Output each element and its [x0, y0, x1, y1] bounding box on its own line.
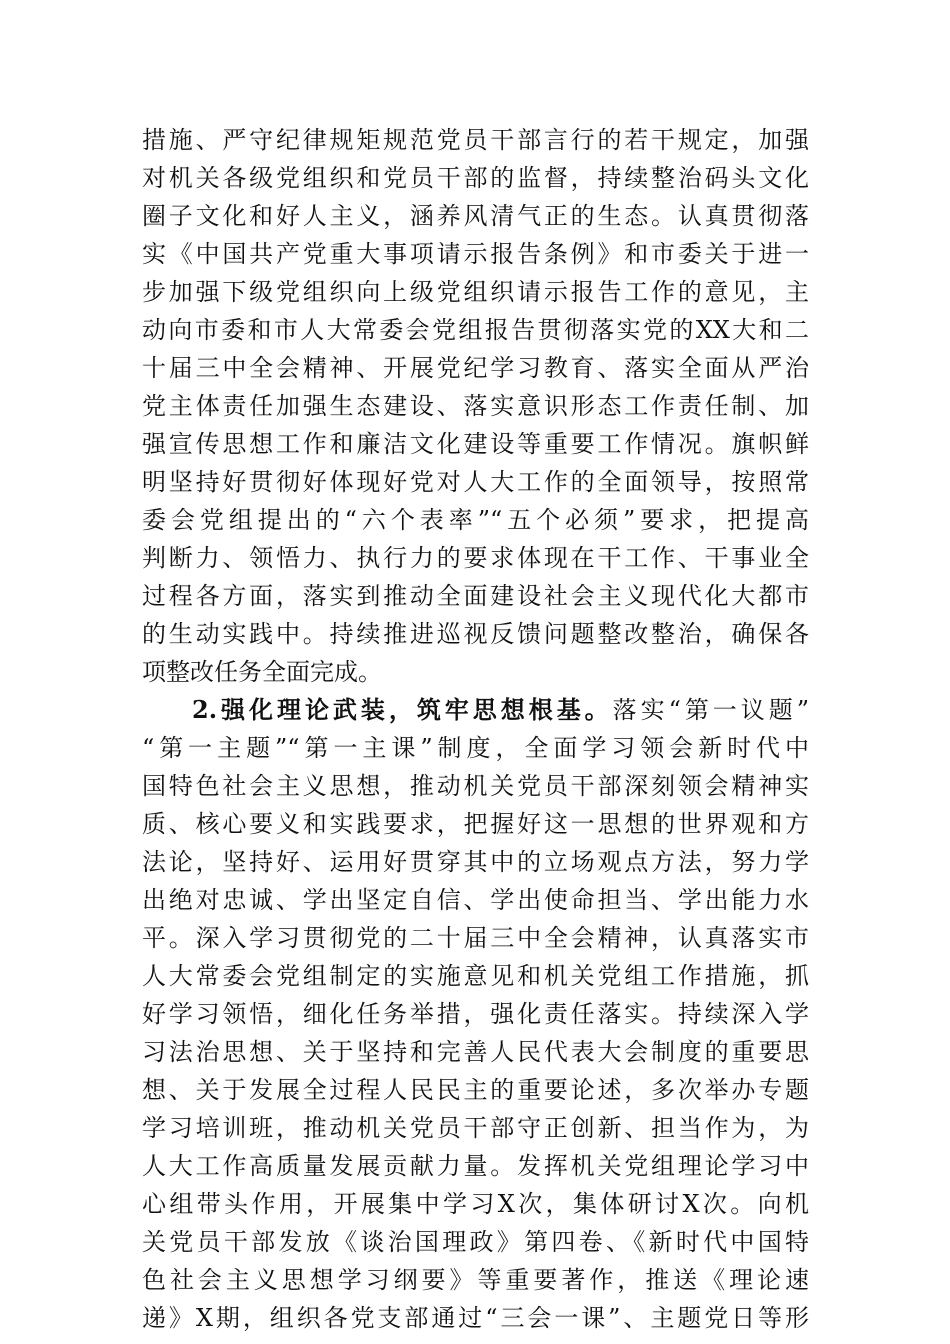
paragraph-line: 的生动实践中。持续推进巡视反馈问题整改整治，确保各 — [142, 620, 809, 648]
paragraph-line: 判断力、领悟力、执行力的要求体现在干工作、干事业全 — [142, 544, 809, 572]
paragraph-line: 递》X期，组织各党支部通过“三会一课”、主题党日等形 — [142, 1304, 809, 1332]
paragraph-line: 心组带头作用，开展集中学习X次，集体研讨X次。向机 — [142, 1190, 809, 1218]
section-heading: 2.强化理论武装，筑牢思想根基。 — [192, 695, 613, 724]
paragraph-line: 习法治思想、关于坚持和完善人民代表大会制度的重要思 — [142, 1038, 809, 1066]
paragraph-line: 色社会主义思想学习纲要》等重要著作，推送《理论速 — [142, 1266, 809, 1294]
section-heading-line — [192, 691, 809, 729]
paragraph-line: 步加强下级党组织向上级党组织请示报告工作的意见，主 — [142, 278, 809, 306]
paragraph-line: 委会党组提出的“六个表率”“五个必须”要求，把提高 — [142, 506, 809, 534]
paragraph-line: 平。深入学习贯彻党的二十届三中全会精神，认真落实市 — [142, 924, 809, 952]
paragraph-line: 出绝对忠诚、学出坚定自信、学出使命担当、学出能力水 — [142, 886, 809, 914]
paragraph-line: 过程各方面，落实到推动全面建设社会主义现代化大都市 — [142, 582, 809, 610]
paragraph-line: 质、核心要义和实践要求，把握好这一思想的世界观和方 — [142, 810, 809, 838]
paragraph-line: 措施、严守纪律规矩规范党员干部言行的若干规定，加强 — [142, 126, 809, 154]
paragraph-line: 法论，坚持好、运用好贯穿其中的立场观点方法，努力学 — [142, 848, 809, 876]
paragraph-line: 国特色社会主义思想，推动机关党员干部深刻领会精神实 — [142, 772, 809, 800]
paragraph-line: 十届三中全会精神、开展党纪学习教育、落实全面从严治 — [142, 354, 809, 382]
paragraph-line: 人大常委会党组制定的实施意见和机关党组工作措施，抓 — [142, 962, 809, 990]
paragraph-line: 好学习领悟，细化任务举措，强化责任落实。持续深入学 — [142, 1000, 809, 1028]
paragraph-line: 党主体责任加强生态建设、落实意识形态工作责任制、加 — [142, 392, 809, 420]
paragraph-line: 想、关于发展全过程人民民主的重要论述，多次举办专题 — [142, 1076, 809, 1104]
paragraph-line: 学习培训班，推动机关党员干部守正创新、担当作为，为 — [142, 1114, 809, 1142]
paragraph-line: 对机关各级党组织和党员干部的监督，持续整治码头文化 — [142, 164, 809, 192]
paragraph-line: 圈子文化和好人主义，涵养风清气正的生态。认真贯彻落 — [142, 202, 809, 230]
paragraph-line: 强宣传思想工作和廉洁文化建设等重要工作情况。旗帜鲜 — [142, 430, 809, 458]
section-heading-rest: 落实“第一议题” — [612, 696, 809, 724]
paragraph-line: 人大工作高质量发展贡献力量。发挥机关党组理论学习中 — [142, 1152, 809, 1180]
paragraph-line: “第一主题”“第一主课”制度，全面学习领会新时代中 — [142, 734, 809, 762]
paragraph-line: 项整改任务全面完成。 — [142, 658, 382, 686]
paragraph-line: 动向市委和市人大常委会党组报告贯彻落实党的XX大和二 — [142, 316, 809, 344]
paragraph-line: 实《中国共产党重大事项请示报告条例》和市委关于进一 — [142, 240, 809, 268]
paragraph-line: 关党员干部发放《谈治国理政》第四卷、《新时代中国特 — [142, 1228, 809, 1256]
paragraph-line: 明坚持好贯彻好体现好党对人大工作的全面领导，按照常 — [142, 468, 809, 496]
